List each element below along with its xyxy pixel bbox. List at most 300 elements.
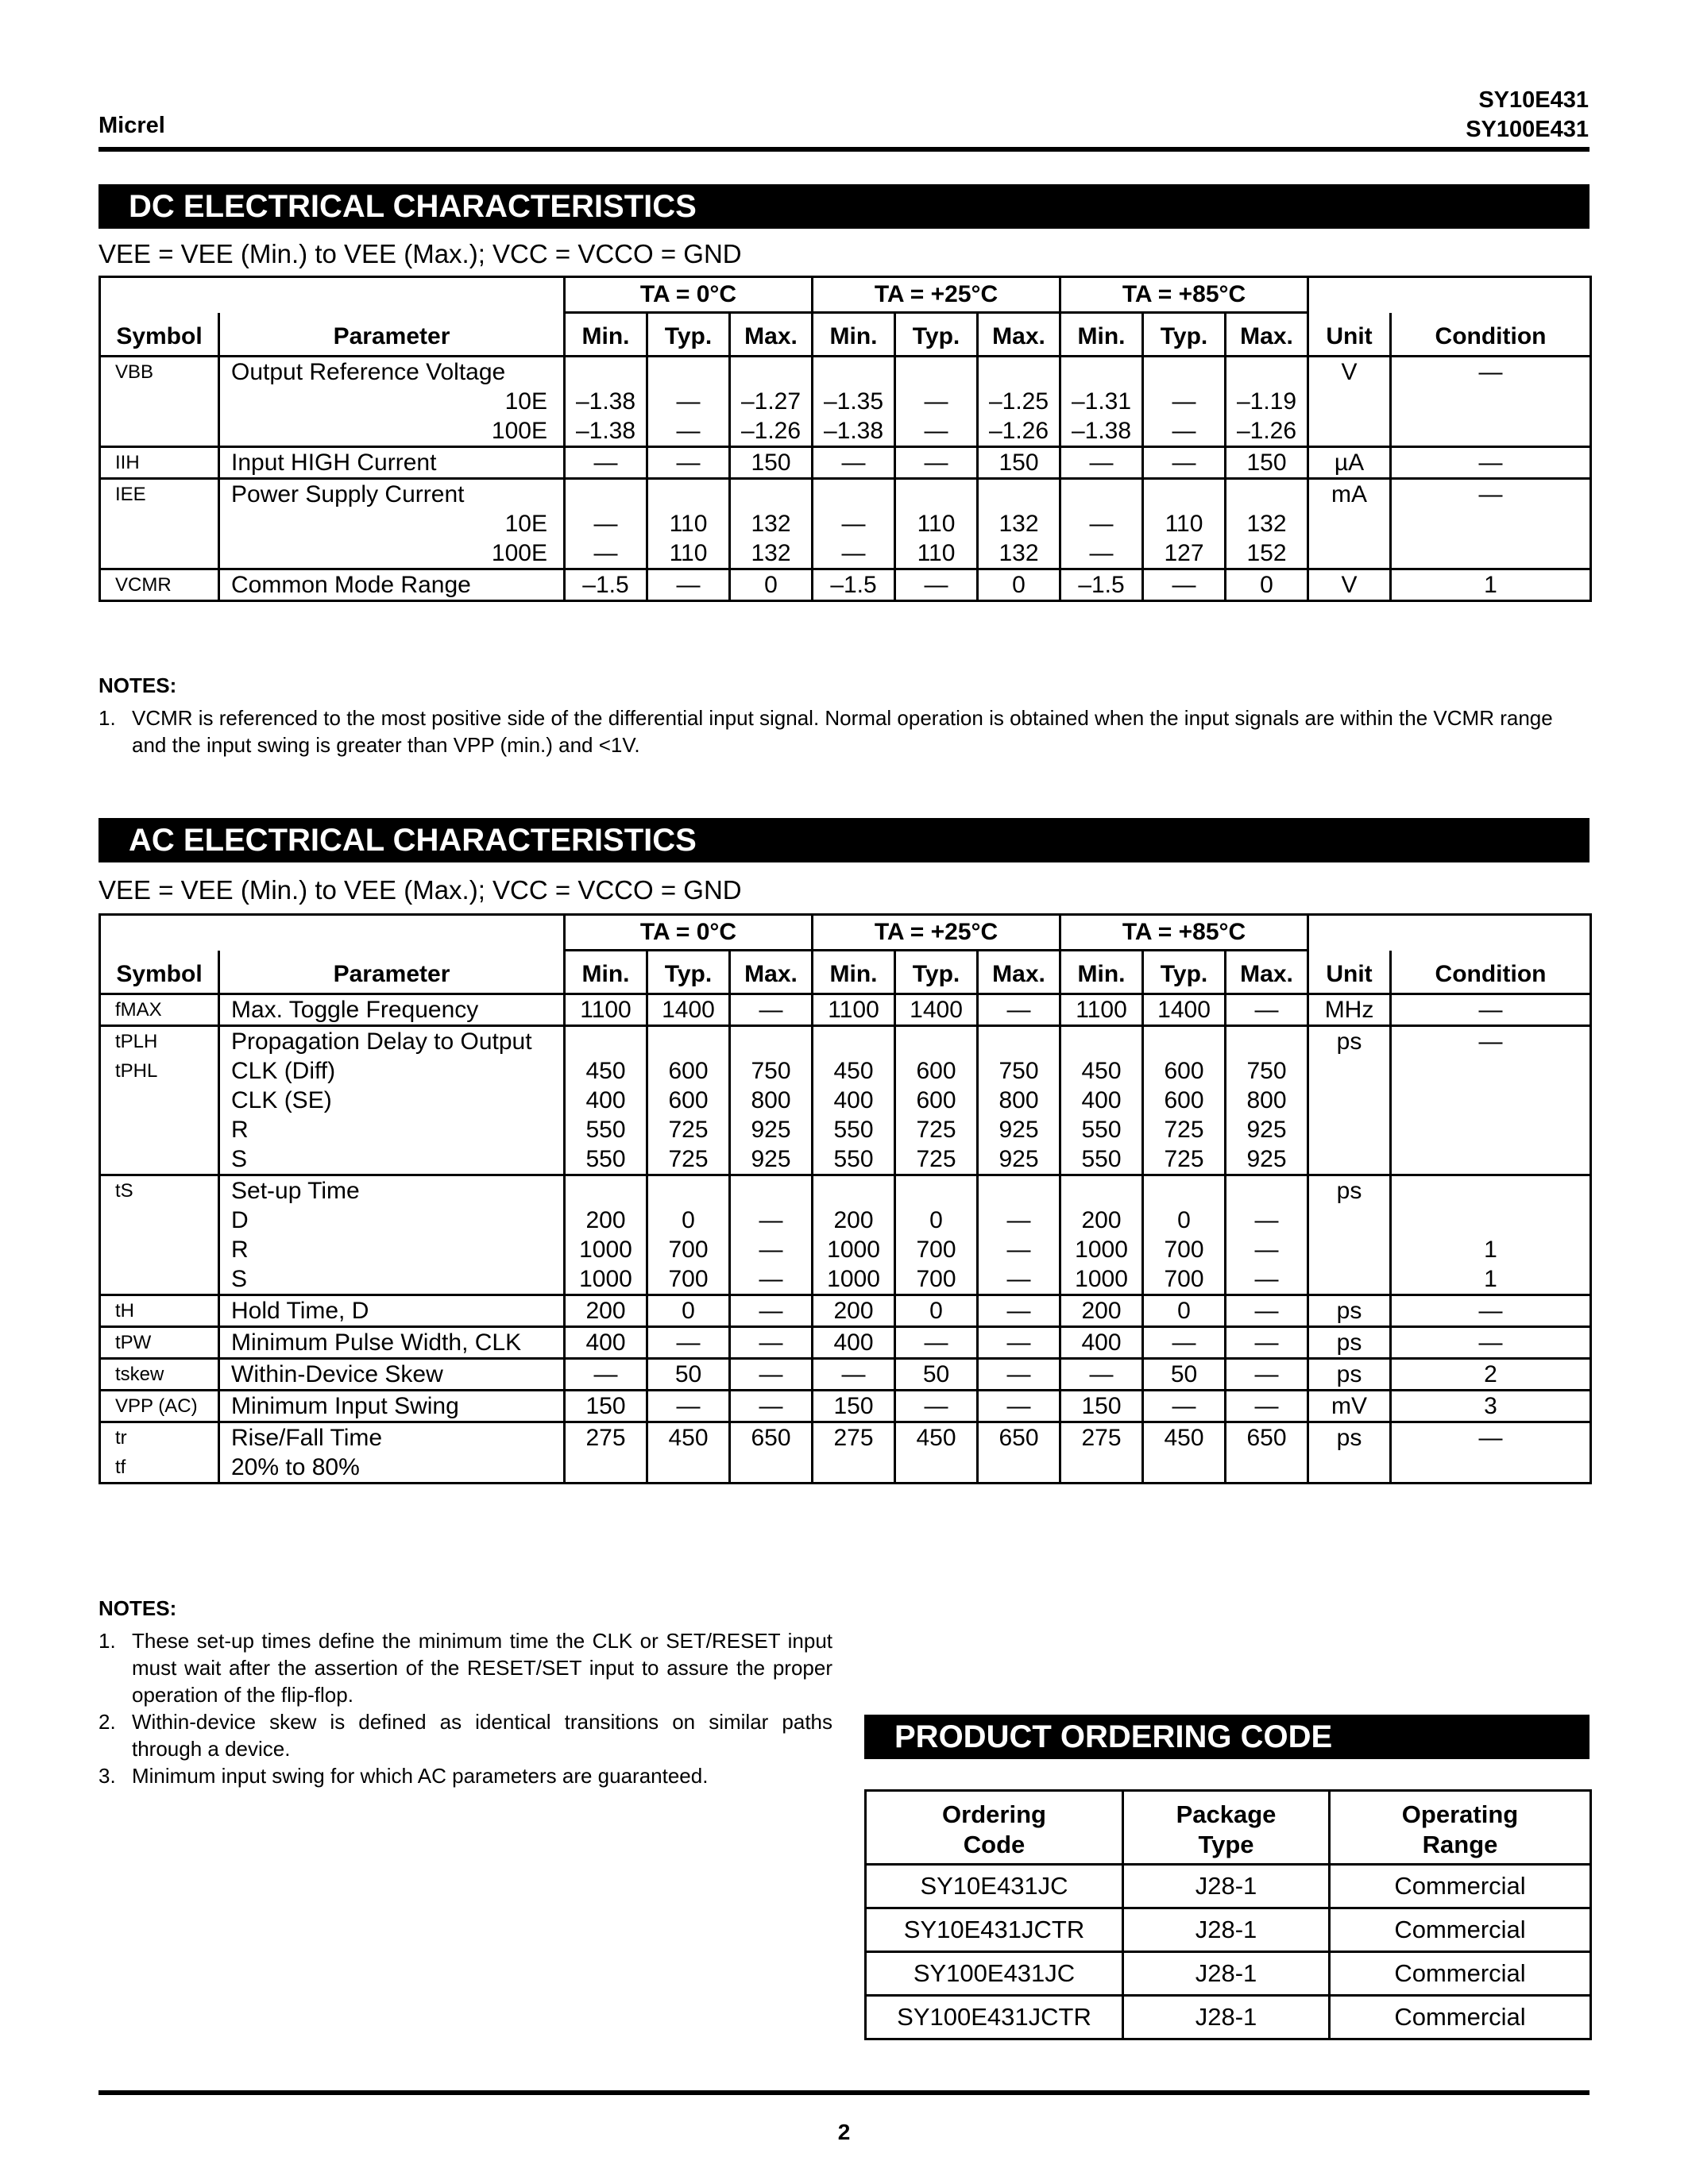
ac-value-cell: [1060, 1026, 1143, 1175]
parameter-line: Output Reference Voltage: [231, 359, 506, 385]
value-line: [813, 1453, 894, 1482]
dc-symbol-cell: [100, 569, 219, 601]
dc-data-row: [100, 569, 1591, 601]
symbol-line: VBB: [115, 361, 154, 383]
ac-value-cell: [1060, 1422, 1143, 1484]
value-line: [1061, 1027, 1141, 1056]
dc-parameter-cell: [219, 357, 565, 447]
value-line: 132: [751, 511, 791, 537]
ac-unit-cell: [1308, 1295, 1391, 1327]
ac-temp-header: TA = 0°C: [565, 915, 813, 951]
value-line: 650: [999, 1425, 1039, 1451]
dc-value-cell: [813, 479, 895, 569]
ac-value-cell: [565, 1026, 647, 1175]
value-line: 700: [916, 1237, 956, 1263]
dc-value-cell: [978, 357, 1060, 447]
dc-conditions: [98, 239, 742, 269]
note-text: These set-up times define the minimum time the CLK or SET/RESET input must wait after the assertion of the RESET/SET input to assure the proper operation of the flip-flop.: [132, 1629, 832, 1707]
value-line: 400: [585, 1329, 626, 1356]
ac-note: [98, 1708, 832, 1762]
ac-condition-cell: [1391, 1359, 1591, 1391]
value-line: —: [676, 450, 701, 476]
symbol-line: tskew: [115, 1364, 164, 1385]
ac-condition-cell: [1391, 1026, 1591, 1175]
value-line: [979, 357, 1059, 387]
dc-column-header: Max.: [1226, 313, 1308, 357]
value-line: 110: [669, 540, 708, 566]
value-line: 550: [833, 1146, 874, 1172]
value-line: 110: [917, 540, 956, 566]
ac-symbol-cell: [100, 1327, 219, 1359]
unit-line: V: [1341, 572, 1358, 598]
value-line: 1000: [1075, 1266, 1128, 1292]
ac-value-cell: [813, 1175, 895, 1295]
unit-line: ps: [1336, 1329, 1362, 1356]
footer-rule: [98, 2090, 1590, 2095]
ac-value-cell: [647, 1295, 730, 1327]
value-line: 450: [1081, 1058, 1122, 1084]
value-line: –1.25: [988, 388, 1049, 415]
dc-value-cell: [1143, 569, 1226, 601]
condition-line: 1: [1484, 572, 1497, 598]
ac-value-cell: [1143, 1391, 1226, 1422]
ac-value-cell: [565, 994, 647, 1026]
ac-data-row: [100, 1026, 1591, 1175]
parameter-line: Set-up Time: [231, 1178, 360, 1204]
ac-value-cell: [647, 1026, 730, 1175]
dc-unit-cell: [1308, 569, 1391, 601]
dc-value-cell: [730, 479, 813, 569]
ac-parameter-cell: [219, 1026, 565, 1175]
value-line: 150: [999, 450, 1039, 476]
value-line: 700: [668, 1266, 709, 1292]
value-line: —: [676, 1393, 701, 1419]
symbol-line: [101, 1086, 218, 1115]
ac-value-cell: [730, 1391, 813, 1422]
value-line: 400: [1081, 1087, 1122, 1113]
value-line: –1.38: [575, 418, 636, 444]
dc-condition-cell: [1391, 447, 1591, 479]
dc-unit-cell: [1308, 447, 1391, 479]
value-line: —: [1254, 997, 1279, 1023]
value-line: —: [759, 1237, 783, 1263]
dc-blank-header: [100, 277, 565, 313]
value-line: [979, 1176, 1059, 1206]
ordering-row: [866, 1996, 1591, 2039]
value-line: 450: [585, 1058, 626, 1084]
value-line: —: [1254, 1361, 1279, 1387]
ac-column-header-row: [100, 951, 1591, 994]
ac-value-cell: [730, 994, 813, 1026]
ordering-cell: Commercial: [1330, 1908, 1591, 1952]
value-line: 110: [1165, 511, 1203, 537]
value-line: 400: [833, 1087, 874, 1113]
unit-line: [1309, 1206, 1389, 1235]
ac-value-cell: [730, 1359, 813, 1391]
value-line: –1.5: [1078, 572, 1125, 598]
value-line: [979, 1453, 1059, 1482]
unit-line: [1309, 387, 1389, 416]
value-line: [1144, 1453, 1224, 1482]
ac-parameter-cell: [219, 1391, 565, 1422]
value-line: [1226, 357, 1307, 387]
ac-group-header-row: [100, 915, 1591, 951]
value-line: 1100: [1076, 997, 1127, 1023]
value-line: 550: [585, 1117, 626, 1143]
value-line: —: [1089, 540, 1114, 566]
symbol-line: tf: [115, 1457, 126, 1478]
ac-value-cell: [1060, 1327, 1143, 1359]
condition-line: 1: [1484, 1266, 1497, 1292]
dc-value-cell: [895, 447, 978, 479]
dc-column-header: Symbol: [100, 313, 219, 357]
ac-temp-header: TA = +85°C: [1060, 915, 1308, 951]
value-line: [1061, 480, 1141, 509]
ordering-header-line: Ordering: [942, 1800, 1046, 1828]
ac-parameter-cell: [219, 1327, 565, 1359]
value-line: —: [1172, 388, 1196, 415]
value-line: –1.38: [1071, 418, 1132, 444]
ordering-column-header: [1123, 1791, 1330, 1865]
value-line: 150: [1246, 450, 1287, 476]
parameter-line: Common Mode Range: [231, 572, 471, 598]
value-line: –1.5: [582, 572, 629, 598]
header-rule: [98, 147, 1590, 152]
unit-line: ps: [1336, 1028, 1362, 1055]
dc-value-cell: [730, 569, 813, 601]
value-line: [896, 357, 976, 387]
ac-value-cell: [1226, 1391, 1308, 1422]
value-line: 1000: [827, 1266, 880, 1292]
ac-symbol-cell: [100, 1422, 219, 1484]
note-text: Minimum input swing for which AC parameters are guaranteed.: [132, 1764, 709, 1788]
value-line: 0: [1260, 572, 1273, 598]
unit-line: mV: [1331, 1393, 1368, 1419]
value-line: [1144, 1176, 1224, 1206]
unit-line: [1309, 1264, 1389, 1294]
ac-value-cell: [730, 1175, 813, 1295]
ac-column-header: Typ.: [895, 951, 978, 994]
symbol-line: tS: [115, 1180, 133, 1202]
value-line: —: [1172, 418, 1196, 444]
value-line: 132: [1246, 511, 1287, 537]
ac-data-row: [100, 1327, 1591, 1359]
value-line: 1100: [580, 997, 632, 1023]
value-line: 152: [1246, 540, 1287, 566]
value-line: 550: [1081, 1117, 1122, 1143]
unit-line: mA: [1331, 481, 1368, 507]
condition-line: [1392, 387, 1590, 416]
value-line: 1000: [579, 1237, 632, 1263]
value-line: 0: [1177, 1298, 1191, 1324]
unit-line: [1309, 1115, 1389, 1144]
dc-condition-cell: [1391, 479, 1591, 569]
value-line: —: [1254, 1207, 1279, 1233]
parameter-line: S: [231, 1146, 248, 1172]
value-line: —: [924, 1393, 948, 1419]
value-line: 1000: [1075, 1237, 1128, 1263]
symbol-line: [101, 1115, 218, 1144]
dc-data-row: [100, 479, 1591, 569]
value-line: 600: [916, 1087, 956, 1113]
ac-data-row: [100, 1175, 1591, 1295]
ac-blank-header: [100, 915, 565, 951]
value-line: 700: [916, 1266, 956, 1292]
ac-unit-cell: [1308, 1175, 1391, 1295]
dc-condition-cell: [1391, 569, 1591, 601]
value-line: 132: [999, 511, 1039, 537]
dc-value-cell: [565, 447, 647, 479]
value-line: —: [676, 572, 701, 598]
value-line: 750: [1246, 1058, 1287, 1084]
value-line: –1.26: [1236, 418, 1297, 444]
dc-value-cell: [1060, 569, 1143, 601]
ac-value-cell: [647, 994, 730, 1026]
value-line: –1.26: [988, 418, 1049, 444]
ordering-header-line: Package: [1176, 1800, 1277, 1828]
value-line: —: [1006, 1361, 1031, 1387]
value-line: —: [759, 1207, 783, 1233]
ac-value-cell: [1226, 1175, 1308, 1295]
ac-value-cell: [895, 1359, 978, 1391]
dc-value-cell: [647, 569, 730, 601]
value-line: [648, 1027, 728, 1056]
value-line: –1.5: [830, 572, 877, 598]
ac-value-cell: [978, 994, 1060, 1026]
ac-symbol-cell: [100, 1295, 219, 1327]
condition-line: —: [1478, 359, 1503, 385]
ac-value-cell: [730, 1422, 813, 1484]
ordering-row: [866, 1865, 1591, 1908]
unit-line: ps: [1336, 1178, 1362, 1204]
value-line: [896, 1027, 976, 1056]
ordering-column-header: [866, 1791, 1123, 1865]
ac-value-cell: [895, 1295, 978, 1327]
value-line: 650: [1246, 1425, 1287, 1451]
value-line: 275: [585, 1425, 626, 1451]
ac-value-cell: [565, 1422, 647, 1484]
value-line: –1.38: [823, 418, 884, 444]
value-line: 200: [1081, 1298, 1122, 1324]
value-line: —: [676, 1329, 701, 1356]
dc-data-row: [100, 357, 1591, 447]
dc-value-cell: [978, 569, 1060, 601]
value-line: [1061, 357, 1141, 387]
symbol-line: [101, 1206, 218, 1235]
ac-value-cell: [565, 1391, 647, 1422]
dc-title-text: DC ELECTRICAL CHARACTERISTICS: [129, 188, 697, 224]
ac-value-cell: [565, 1175, 647, 1295]
ac-value-cell: [813, 1422, 895, 1484]
value-line: 110: [917, 511, 956, 537]
ac-symbol-cell: [100, 994, 219, 1026]
symbol-line: IIH: [115, 452, 140, 473]
value-line: [1226, 1176, 1307, 1206]
ordering-row: [866, 1908, 1591, 1952]
value-line: 550: [1081, 1146, 1122, 1172]
value-line: —: [676, 388, 701, 415]
unit-line: µA: [1334, 450, 1365, 476]
note-number: 1.: [98, 706, 116, 730]
dc-value-cell: [1060, 479, 1143, 569]
value-line: [731, 480, 811, 509]
ac-data-row: [100, 994, 1591, 1026]
part-numbers: [1466, 86, 1589, 145]
parameter-line: Minimum Input Swing: [231, 1393, 459, 1419]
value-line: 725: [916, 1146, 956, 1172]
value-line: 550: [833, 1117, 874, 1143]
ordering-header-line: Range: [1422, 1831, 1498, 1858]
unit-line: [1309, 416, 1389, 446]
value-line: 0: [682, 1207, 695, 1233]
value-line: —: [593, 511, 618, 537]
page-number: 2: [837, 2120, 851, 2144]
value-line: 50: [674, 1361, 702, 1387]
value-line: 725: [668, 1146, 709, 1172]
condition-line: 3: [1484, 1393, 1497, 1419]
value-line: [1061, 1176, 1141, 1206]
value-line: 1400: [1157, 997, 1211, 1023]
value-line: 50: [922, 1361, 950, 1387]
unit-line: ps: [1336, 1298, 1362, 1324]
ac-value-cell: [565, 1327, 647, 1359]
dc-value-cell: [1143, 357, 1226, 447]
ac-value-cell: [647, 1327, 730, 1359]
dc-temp-header: TA = 0°C: [565, 277, 813, 313]
ac-unit-cell: [1308, 1359, 1391, 1391]
dc-value-cell: [813, 357, 895, 447]
ac-column-header: Typ.: [647, 951, 730, 994]
ordering-cell: Commercial: [1330, 1952, 1591, 1996]
value-line: 925: [751, 1146, 791, 1172]
value-line: 925: [999, 1146, 1039, 1172]
ac-value-cell: [730, 1295, 813, 1327]
value-line: —: [1006, 1237, 1031, 1263]
symbol-line: [101, 1264, 218, 1294]
value-line: 0: [764, 572, 778, 598]
ac-value-cell: [565, 1359, 647, 1391]
condition-line: [1392, 416, 1590, 446]
value-line: [813, 1027, 894, 1056]
value-line: [731, 1453, 811, 1482]
ac-value-cell: [1143, 1295, 1226, 1327]
ac-value-cell: [1226, 1327, 1308, 1359]
ac-parameter-cell: [219, 1359, 565, 1391]
ac-value-cell: [978, 1026, 1060, 1175]
dc-value-cell: [565, 569, 647, 601]
ac-column-header: Max.: [730, 951, 813, 994]
value-line: —: [593, 450, 618, 476]
ac-value-cell: [1143, 1175, 1226, 1295]
value-line: 600: [916, 1058, 956, 1084]
value-line: —: [924, 388, 948, 415]
ordering-header-line: Code: [963, 1831, 1026, 1858]
ordering-section-title: [864, 1715, 1590, 1759]
ac-data-row: [100, 1359, 1591, 1391]
parameter-line: D: [231, 1207, 249, 1233]
value-line: —: [924, 1329, 948, 1356]
ac-column-header: Min.: [565, 951, 647, 994]
dc-column-header: Min.: [813, 313, 895, 357]
ordering-header-line: Type: [1198, 1831, 1254, 1858]
ac-column-header: Min.: [813, 951, 895, 994]
value-line: [896, 480, 976, 509]
ac-unit-cell: [1308, 1422, 1391, 1484]
symbol-line: VPP (AC): [115, 1395, 198, 1417]
value-line: —: [924, 450, 948, 476]
ordering-row: [866, 1952, 1591, 1996]
ac-data-row: [100, 1295, 1591, 1327]
value-line: —: [759, 1393, 783, 1419]
parameter-line: Within-Device Skew: [231, 1361, 443, 1387]
symbol-line: tPW: [115, 1332, 152, 1353]
unit-line: MHz: [1324, 997, 1374, 1023]
ac-note: [98, 1762, 832, 1789]
dc-characteristics-table: [98, 276, 1592, 602]
ac-parameter-cell: [219, 1295, 565, 1327]
ac-value-cell: [1060, 1391, 1143, 1422]
dc-parameter-cell: [219, 447, 565, 479]
dc-value-cell: [1226, 447, 1308, 479]
condition-line: —: [1478, 1028, 1503, 1055]
value-line: [648, 357, 728, 387]
ac-notes-title: NOTES:: [98, 1596, 177, 1620]
ac-value-cell: [647, 1175, 730, 1295]
ac-parameter-cell: [219, 1422, 565, 1484]
dc-value-cell: [647, 357, 730, 447]
value-line: 0: [1012, 572, 1026, 598]
value-line: –1.19: [1236, 388, 1297, 415]
condition-line: [1392, 1086, 1590, 1115]
dc-value-cell: [647, 479, 730, 569]
ac-column-header: Max.: [1226, 951, 1308, 994]
ac-value-cell: [1143, 1327, 1226, 1359]
value-line: —: [1254, 1237, 1279, 1263]
value-line: [566, 480, 646, 509]
dc-column-header: Typ.: [1143, 313, 1226, 357]
ac-value-cell: [1226, 1026, 1308, 1175]
parameter-line: Rise/Fall Time: [231, 1425, 383, 1451]
ac-value-cell: [565, 1295, 647, 1327]
dc-value-cell: [1226, 479, 1308, 569]
parameter-line: Propagation Delay to Output: [231, 1028, 532, 1055]
value-line: [1061, 1453, 1141, 1482]
value-line: [566, 1176, 646, 1206]
value-line: —: [676, 418, 701, 444]
ac-condition-cell: [1391, 1422, 1591, 1484]
value-line: 200: [1081, 1207, 1122, 1233]
dc-value-cell: [895, 569, 978, 601]
value-line: 150: [585, 1393, 626, 1419]
ac-conditions: [98, 875, 742, 905]
value-line: 450: [1164, 1425, 1204, 1451]
value-line: 50: [1170, 1361, 1198, 1387]
ordering-cell: J28-1: [1123, 1908, 1330, 1952]
value-line: 600: [668, 1087, 709, 1113]
symbol-line: tPLH: [115, 1031, 158, 1052]
dc-symbol-cell: [100, 357, 219, 447]
ac-condition-cell: [1391, 1327, 1591, 1359]
unit-line: [1309, 1144, 1389, 1174]
value-line: [1144, 480, 1224, 509]
value-line: 0: [929, 1207, 943, 1233]
note-number: 2.: [98, 1710, 116, 1734]
ac-column-header: Symbol: [100, 951, 219, 994]
condition-line: [1392, 1144, 1590, 1174]
dc-value-cell: [647, 447, 730, 479]
ac-column-header: Typ.: [1143, 951, 1226, 994]
value-line: —: [1172, 572, 1196, 598]
